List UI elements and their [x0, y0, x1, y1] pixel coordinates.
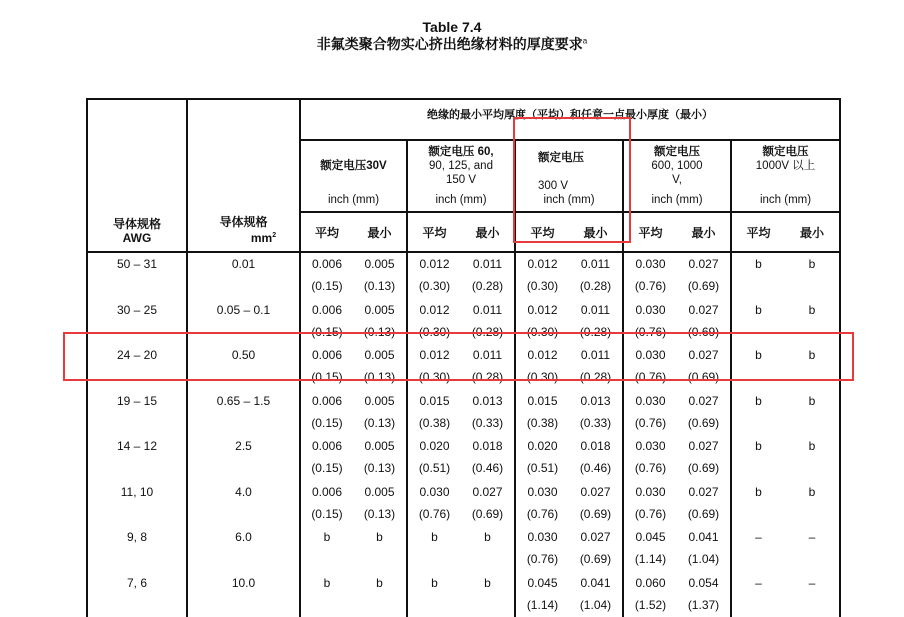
- mm-value: (0.51): [516, 457, 569, 479]
- mm-value: (1.04): [677, 548, 730, 570]
- avg-cell: [407, 435, 461, 481]
- inch-value: 0.030: [408, 481, 461, 503]
- mm-value: (1.14): [516, 594, 569, 616]
- mm-value: (0.69): [677, 366, 730, 388]
- table-title-text: 非氟类聚合物实心挤出绝缘材料的厚度要求: [317, 36, 583, 52]
- inch-value: 0.012: [408, 299, 461, 321]
- avg-cell: [300, 526, 353, 572]
- min-cell: [785, 252, 840, 299]
- mm2-cell: [187, 435, 300, 481]
- mm-value: (0.28): [461, 321, 514, 343]
- min-cell: [353, 572, 407, 617]
- mm-value: (0.76): [624, 321, 677, 343]
- inch-value: 0.027: [677, 435, 730, 457]
- avg-cell: [515, 481, 569, 527]
- inch-value: 0.005: [353, 435, 406, 457]
- min-cell: [785, 481, 840, 527]
- voltage-label: 额定电压 60,: [408, 145, 514, 159]
- avg-cell: [623, 252, 677, 299]
- mm-value: (0.69): [677, 275, 730, 297]
- min-cell: [461, 252, 515, 299]
- inch-value: 0.006: [301, 299, 353, 321]
- inch-value: 0.011: [569, 253, 622, 275]
- inch-value: b: [301, 526, 353, 548]
- mm-value: (0.13): [353, 275, 406, 297]
- awg-value: 9, 8: [88, 526, 186, 548]
- avg-cell: [623, 435, 677, 481]
- mm-value: (0.15): [301, 275, 353, 297]
- inch-value: b: [785, 253, 839, 275]
- mm-value: (0.13): [353, 503, 406, 525]
- awg-value: 7, 6: [88, 572, 186, 594]
- avg-cell: [407, 390, 461, 436]
- awg-cell: [87, 252, 187, 299]
- voltage-line2: 600, 1000: [624, 159, 730, 173]
- mm-value: (0.30): [516, 366, 569, 388]
- table-number: Table 7.4: [0, 19, 904, 35]
- mm-value: [732, 548, 785, 570]
- header-avg: 平均: [623, 212, 677, 252]
- voltage-unit: inch (mm): [516, 193, 622, 207]
- header-mm2-sup: 2: [272, 232, 276, 239]
- mm-value: [785, 457, 839, 479]
- min-cell: [353, 435, 407, 481]
- mm-value: (0.15): [301, 366, 353, 388]
- mm-value: (1.37): [677, 594, 730, 616]
- mm-value: (0.13): [353, 457, 406, 479]
- inch-value: 0.006: [301, 435, 353, 457]
- mm-value: (0.30): [516, 275, 569, 297]
- mm-value: (0.76): [624, 503, 677, 525]
- mm-value: [732, 412, 785, 434]
- awg-cell: [87, 390, 187, 436]
- avg-cell: [515, 390, 569, 436]
- inch-value: 0.012: [516, 299, 569, 321]
- awg-cell: [87, 435, 187, 481]
- min-cell: [785, 572, 840, 617]
- inch-value: 0.030: [624, 481, 677, 503]
- inch-value: 0.041: [677, 526, 730, 548]
- min-cell: [677, 526, 731, 572]
- inch-value: b: [785, 435, 839, 457]
- table-row: [87, 481, 840, 527]
- avg-cell: [407, 572, 461, 617]
- avg-cell: [407, 252, 461, 299]
- min-cell: [785, 390, 840, 436]
- inch-value: 0.012: [516, 253, 569, 275]
- inch-value: 0.018: [569, 435, 622, 457]
- inch-value: 0.015: [408, 390, 461, 412]
- min-cell: [677, 252, 731, 299]
- min-cell: [677, 390, 731, 436]
- header-voltage-3: [623, 140, 731, 212]
- inch-value: –: [785, 572, 839, 594]
- mm-value: (0.28): [569, 366, 622, 388]
- inch-value: 0.030: [624, 435, 677, 457]
- mm-value: [785, 275, 839, 297]
- mm-value: (0.76): [516, 548, 569, 570]
- mm2-value: 0.05 – 0.1: [188, 299, 299, 321]
- highlight-300v-column: [513, 117, 631, 243]
- inch-value: 0.020: [408, 435, 461, 457]
- inch-value: 0.027: [677, 253, 730, 275]
- inch-value: 0.015: [516, 390, 569, 412]
- inch-value: 0.006: [301, 253, 353, 275]
- inch-value: 0.045: [516, 572, 569, 594]
- inch-value: b: [785, 481, 839, 503]
- mm-value: (0.38): [408, 412, 461, 434]
- mm-value: (0.69): [677, 457, 730, 479]
- inch-value: 0.027: [677, 344, 730, 366]
- avg-cell: [731, 252, 785, 299]
- mm-value: (0.33): [461, 412, 514, 434]
- awg-cell: [87, 572, 187, 617]
- mm-value: (0.28): [569, 275, 622, 297]
- inch-value: b: [408, 526, 461, 548]
- table-row: [87, 526, 840, 572]
- avg-cell: [300, 390, 353, 436]
- inch-value: 0.027: [569, 481, 622, 503]
- mm-value: (1.52): [624, 594, 677, 616]
- inch-value: 0.006: [301, 481, 353, 503]
- inch-value: 0.013: [569, 390, 622, 412]
- mm-value: (0.30): [408, 366, 461, 388]
- voltage-label: 额定电压: [516, 151, 622, 165]
- voltage-line2: 1000V 以上: [732, 159, 839, 173]
- inch-value: –: [732, 526, 785, 548]
- min-cell: [461, 526, 515, 572]
- mm2-value: 6.0: [188, 526, 299, 548]
- mm-value: (0.13): [353, 412, 406, 434]
- mm-value: [785, 503, 839, 525]
- avg-cell: [623, 526, 677, 572]
- avg-cell: [300, 252, 353, 299]
- mm-value: (0.15): [301, 503, 353, 525]
- header-min: 最小: [785, 212, 840, 252]
- mm2-cell: [187, 390, 300, 436]
- inch-value: 0.006: [301, 344, 353, 366]
- inch-value: 0.027: [677, 481, 730, 503]
- mm2-value: 0.65 – 1.5: [188, 390, 299, 412]
- table-title: [0, 34, 904, 54]
- mm-value: (0.30): [408, 275, 461, 297]
- mm-value: (0.13): [353, 366, 406, 388]
- mm-value: (0.28): [461, 366, 514, 388]
- inch-value: b: [301, 572, 353, 594]
- mm-value: [732, 503, 785, 525]
- min-cell: [461, 572, 515, 617]
- mm-value: [785, 548, 839, 570]
- inch-value: 0.013: [461, 390, 514, 412]
- inch-value: b: [461, 572, 514, 594]
- inch-value: b: [732, 344, 785, 366]
- mm-value: (0.15): [301, 412, 353, 434]
- inch-value: 0.018: [461, 435, 514, 457]
- mm-value: (0.76): [516, 503, 569, 525]
- min-cell: [569, 390, 623, 436]
- mm-value: [785, 412, 839, 434]
- voltage-label: 额定电压: [624, 145, 730, 159]
- avg-cell: [300, 481, 353, 527]
- avg-cell: [731, 572, 785, 617]
- mm-value: [785, 594, 839, 616]
- awg-cell: [87, 526, 187, 572]
- mm-value: (0.69): [677, 503, 730, 525]
- mm-value: [353, 594, 406, 616]
- min-cell: [461, 481, 515, 527]
- inch-value: 0.027: [569, 526, 622, 548]
- avg-cell: [515, 252, 569, 299]
- inch-value: b: [732, 390, 785, 412]
- mm-value: [408, 548, 461, 570]
- awg-value: 11, 10: [88, 481, 186, 503]
- voltage-label: 额定电压30V: [301, 159, 406, 173]
- min-cell: [569, 252, 623, 299]
- inch-value: 0.030: [624, 253, 677, 275]
- mm-value: (0.76): [624, 366, 677, 388]
- header-row-group: [87, 99, 840, 140]
- min-cell: [569, 572, 623, 617]
- mm-value: (0.33): [569, 412, 622, 434]
- mm2-cell: [187, 572, 300, 617]
- mm-value: (0.76): [408, 503, 461, 525]
- inch-value: 0.045: [624, 526, 677, 548]
- awg-value: 14 – 12: [88, 435, 186, 457]
- highlight-24-20-row: [63, 332, 854, 381]
- awg-value: 19 – 15: [88, 390, 186, 412]
- mm-value: (0.69): [569, 548, 622, 570]
- mm-value: (0.15): [301, 321, 353, 343]
- mm-value: [732, 594, 785, 616]
- avg-cell: [407, 526, 461, 572]
- mm-value: (0.28): [461, 275, 514, 297]
- inch-value: 0.011: [461, 344, 514, 366]
- footnote-mark: a: [583, 36, 587, 45]
- min-cell: [461, 435, 515, 481]
- header-min: 最小: [677, 212, 731, 252]
- inch-value: 0.011: [461, 253, 514, 275]
- header-voltage-0: [300, 140, 407, 212]
- mm-value: (0.76): [624, 275, 677, 297]
- header-avg: 平均: [731, 212, 785, 252]
- voltage-unit: inch (mm): [624, 193, 730, 207]
- mm2-value: 2.5: [188, 435, 299, 457]
- avg-cell: [407, 481, 461, 527]
- mm-value: (0.13): [353, 321, 406, 343]
- mm-value: (0.46): [461, 457, 514, 479]
- mm-value: (0.69): [461, 503, 514, 525]
- mm-value: (0.30): [516, 321, 569, 343]
- mm-value: (1.14): [624, 548, 677, 570]
- header-avg: 平均: [515, 212, 569, 252]
- inch-value: 0.041: [569, 572, 622, 594]
- header-awg: [87, 99, 187, 252]
- avg-cell: [515, 526, 569, 572]
- inch-value: 0.027: [677, 390, 730, 412]
- inch-value: 0.005: [353, 299, 406, 321]
- mm-value: [301, 594, 353, 616]
- awg-value: 50 – 31: [88, 253, 186, 275]
- header-voltage-4: [731, 140, 840, 212]
- mm2-cell: [187, 252, 300, 299]
- voltage-line3: 150 V: [408, 173, 514, 187]
- table-row: [87, 252, 840, 299]
- inch-value: 0.054: [677, 572, 730, 594]
- mm-value: [353, 548, 406, 570]
- inch-value: b: [732, 299, 785, 321]
- header-thickness-group: 绝缘的最小平均厚度（平均）和任意一点最小厚度（最小）: [300, 99, 840, 140]
- mm-value: [301, 548, 353, 570]
- mm-value: [732, 275, 785, 297]
- inch-value: 0.011: [569, 344, 622, 366]
- header-avg: 平均: [300, 212, 353, 252]
- inch-value: b: [785, 390, 839, 412]
- inch-value: 0.005: [353, 344, 406, 366]
- inch-value: b: [732, 253, 785, 275]
- mm-value: (0.46): [569, 457, 622, 479]
- inch-value: 0.020: [516, 435, 569, 457]
- inch-value: 0.027: [461, 481, 514, 503]
- min-cell: [353, 526, 407, 572]
- mm-value: (0.69): [677, 412, 730, 434]
- avg-cell: [731, 481, 785, 527]
- header-avg: 平均: [407, 212, 461, 252]
- mm2-value: 0.01: [188, 253, 299, 275]
- inch-value: b: [732, 435, 785, 457]
- inch-value: 0.012: [408, 253, 461, 275]
- header-mm2-label: 导体规格: [188, 215, 299, 229]
- header-awg-label: 导体规格: [88, 217, 186, 231]
- inch-value: b: [353, 572, 406, 594]
- inch-value: 0.006: [301, 390, 353, 412]
- inch-value: 0.005: [353, 390, 406, 412]
- inch-value: 0.027: [677, 299, 730, 321]
- mm2-cell: [187, 481, 300, 527]
- voltage-unit: inch (mm): [732, 193, 839, 207]
- table-row: [87, 390, 840, 436]
- mm2-cell: [187, 526, 300, 572]
- avg-cell: [515, 572, 569, 617]
- inch-value: b: [461, 526, 514, 548]
- inch-value: 0.012: [408, 344, 461, 366]
- mm-value: (0.38): [516, 412, 569, 434]
- avg-cell: [300, 572, 353, 617]
- voltage-label: 额定电压: [732, 145, 839, 159]
- inch-value: 0.060: [624, 572, 677, 594]
- inch-value: 0.030: [624, 390, 677, 412]
- inch-value: b: [785, 344, 839, 366]
- table-row: [87, 435, 840, 481]
- min-cell: [353, 252, 407, 299]
- inch-value: 0.005: [353, 481, 406, 503]
- header-min: 最小: [461, 212, 515, 252]
- min-cell: [569, 481, 623, 527]
- inch-value: 0.030: [624, 299, 677, 321]
- min-cell: [569, 435, 623, 481]
- header-awg-unit: AWG: [88, 231, 186, 245]
- mm-value: (1.04): [569, 594, 622, 616]
- inch-value: 0.012: [516, 344, 569, 366]
- inch-value: 0.011: [461, 299, 514, 321]
- inch-value: b: [785, 299, 839, 321]
- header-min: 最小: [353, 212, 407, 252]
- min-cell: [677, 572, 731, 617]
- avg-cell: [300, 435, 353, 481]
- inch-value: b: [353, 526, 406, 548]
- mm-value: (0.76): [624, 457, 677, 479]
- mm-value: [732, 457, 785, 479]
- inch-value: 0.030: [516, 481, 569, 503]
- header-mm2-unit: mm: [251, 231, 272, 245]
- awg-cell: [87, 481, 187, 527]
- min-cell: [461, 390, 515, 436]
- avg-cell: [623, 481, 677, 527]
- avg-cell: [515, 435, 569, 481]
- inch-value: –: [732, 572, 785, 594]
- table-row: [87, 572, 840, 617]
- mm-value: [461, 594, 514, 616]
- mm-value: (0.51): [408, 457, 461, 479]
- inch-value: b: [408, 572, 461, 594]
- header-mm2: [187, 99, 300, 252]
- min-cell: [677, 435, 731, 481]
- min-cell: [785, 526, 840, 572]
- avg-cell: [731, 435, 785, 481]
- mm2-value: 0.50: [188, 344, 299, 366]
- min-cell: [785, 435, 840, 481]
- mm-value: (0.76): [624, 412, 677, 434]
- inch-value: 0.005: [353, 253, 406, 275]
- mm-value: (0.28): [569, 321, 622, 343]
- voltage-line3: V,: [624, 173, 730, 187]
- mm-value: [461, 548, 514, 570]
- avg-cell: [731, 526, 785, 572]
- header-min: 最小: [569, 212, 623, 252]
- mm-value: (0.69): [677, 321, 730, 343]
- mm-value: (0.30): [408, 321, 461, 343]
- awg-value: 24 – 20: [88, 344, 186, 366]
- mm-value: (0.15): [301, 457, 353, 479]
- min-cell: [677, 481, 731, 527]
- min-cell: [569, 526, 623, 572]
- inch-value: 0.011: [569, 299, 622, 321]
- mm-value: [408, 594, 461, 616]
- avg-cell: [623, 572, 677, 617]
- mm2-value: 10.0: [188, 572, 299, 594]
- awg-value: 30 – 25: [88, 299, 186, 321]
- inch-value: 0.030: [516, 526, 569, 548]
- voltage-line2: 90, 125, and: [408, 159, 514, 173]
- mm-value: (0.69): [569, 503, 622, 525]
- voltage-unit: inch (mm): [301, 193, 406, 207]
- voltage-line3: 300 V: [516, 179, 622, 193]
- avg-cell: [623, 390, 677, 436]
- min-cell: [353, 390, 407, 436]
- header-voltage-1: [407, 140, 515, 212]
- inch-value: b: [732, 481, 785, 503]
- voltage-unit: inch (mm): [408, 193, 514, 207]
- inch-value: 0.030: [624, 344, 677, 366]
- inch-value: –: [785, 526, 839, 548]
- min-cell: [353, 481, 407, 527]
- mm2-value: 4.0: [188, 481, 299, 503]
- avg-cell: [731, 390, 785, 436]
